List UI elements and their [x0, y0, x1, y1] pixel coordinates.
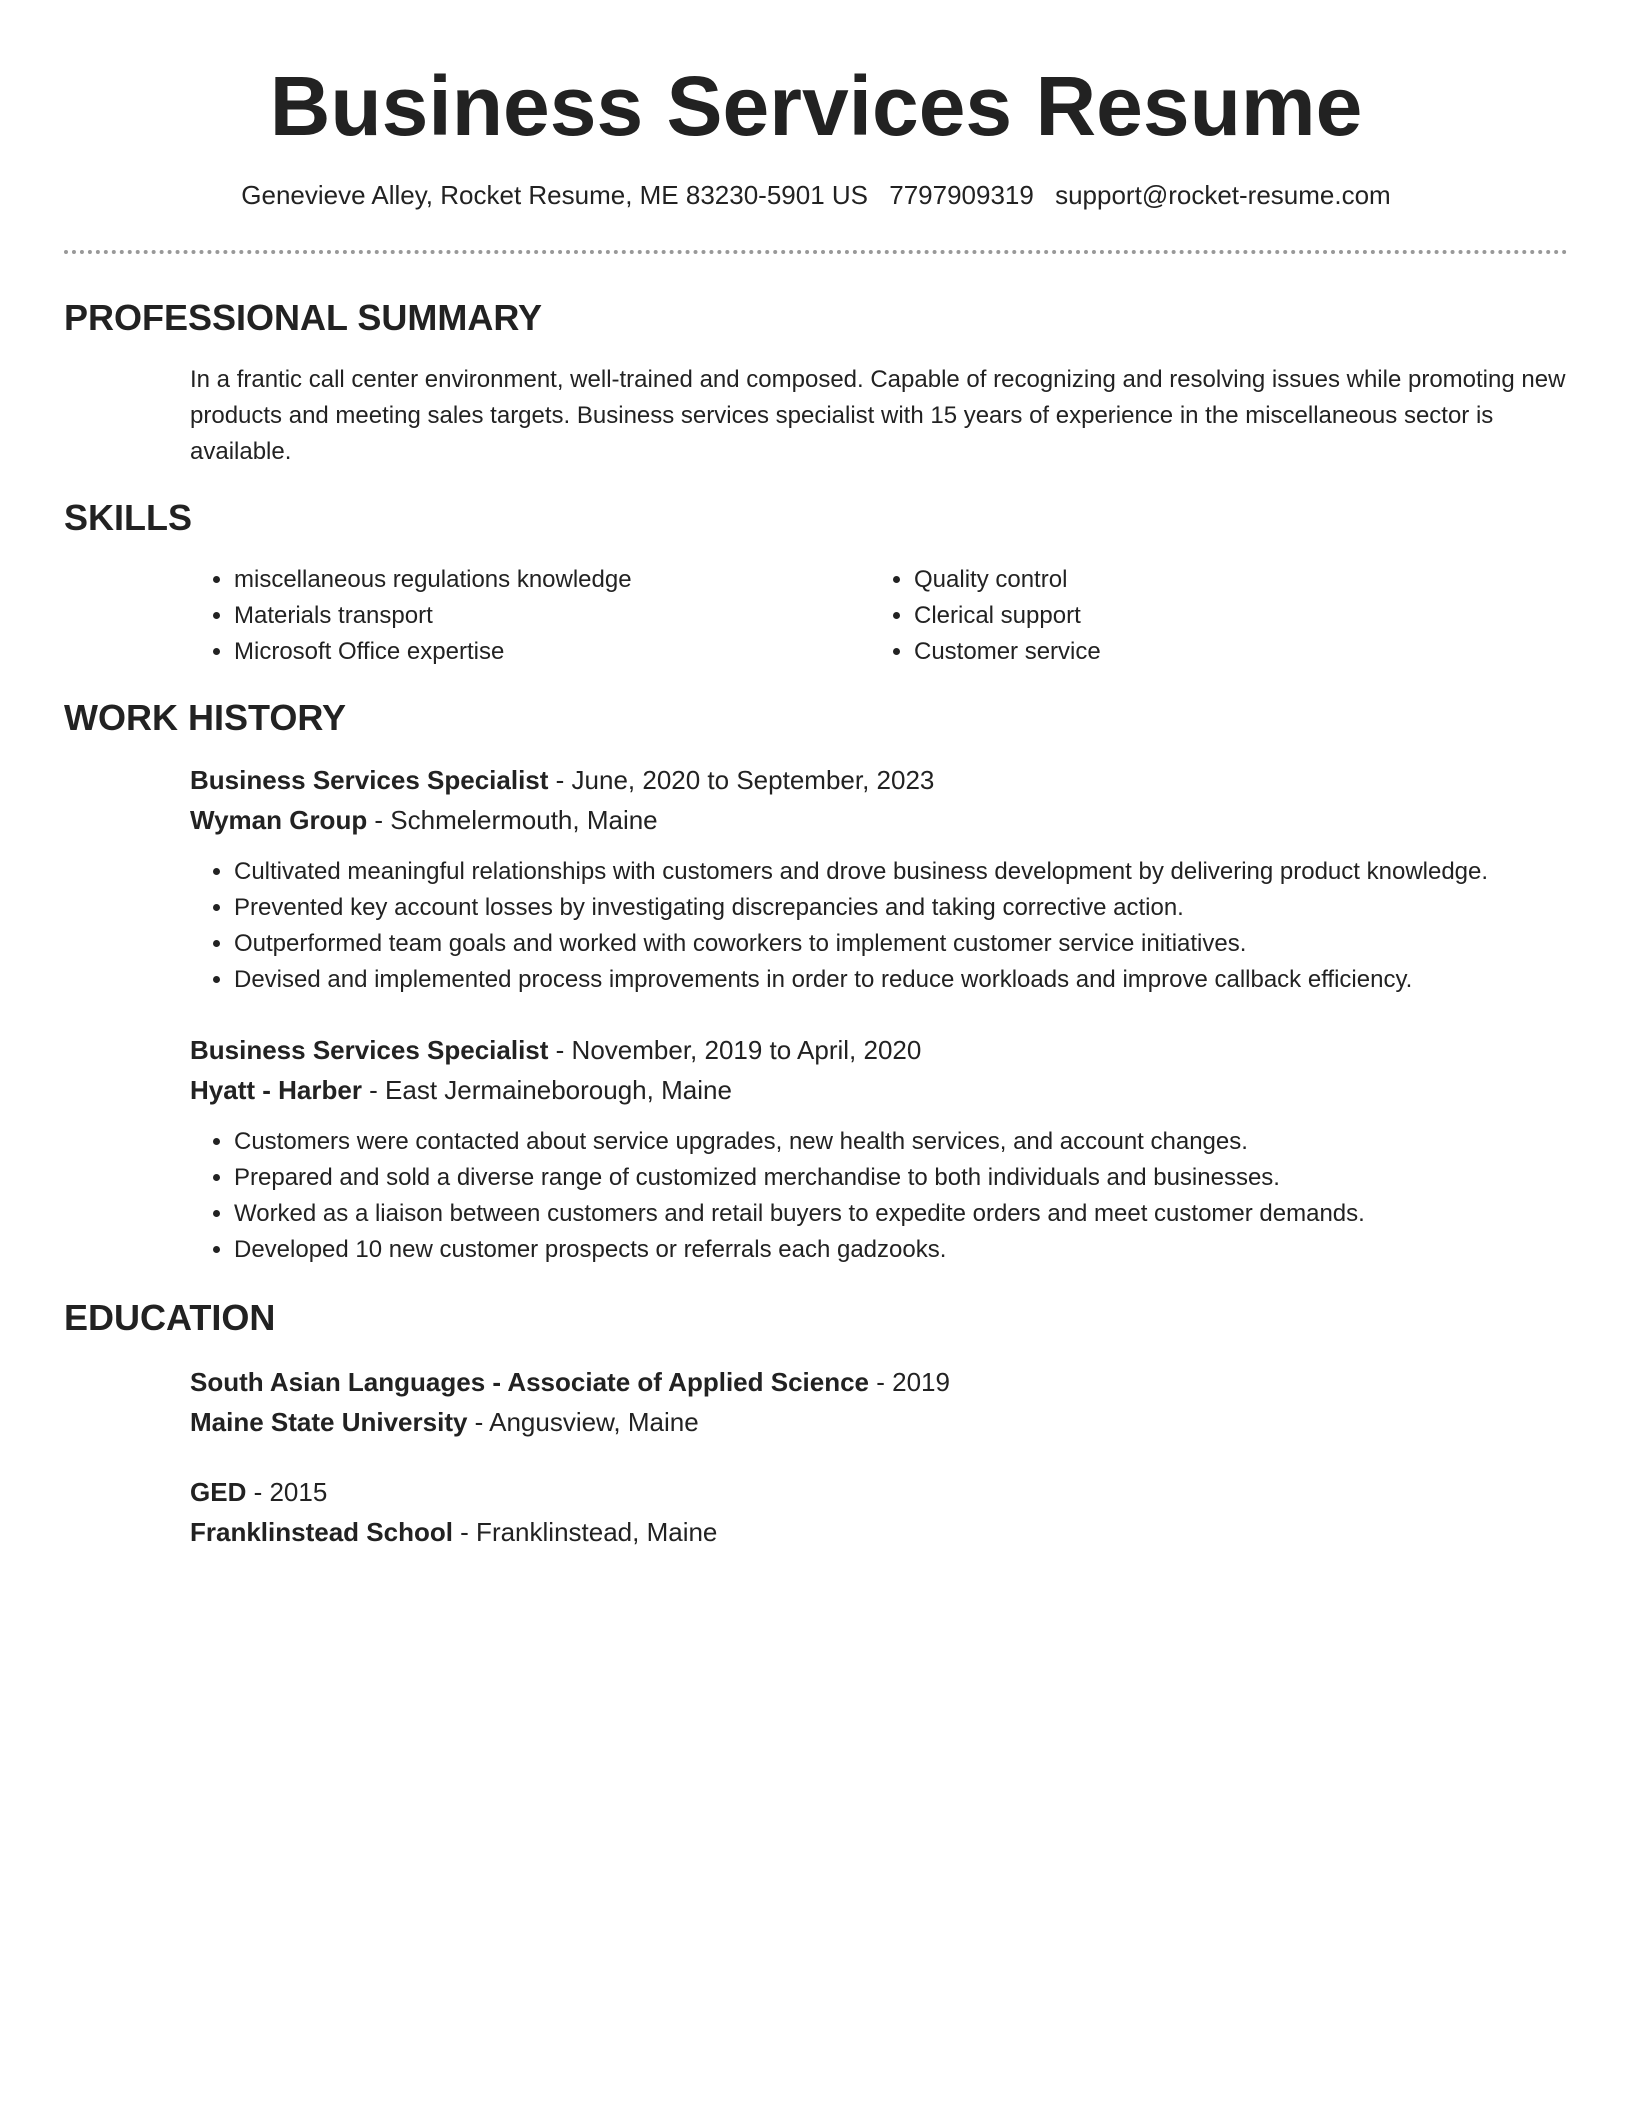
job-company-line — [190, 800, 1568, 840]
job-dates: - June, 2020 to September, 2023 — [548, 765, 935, 795]
skills-section — [190, 562, 1568, 670]
job-bullet: • Worked as a liaison between customers and retail buyers to expedite orders and meet customer demands. — [234, 1196, 1568, 1232]
summary-text: In a frantic call center environment, well-trained and composed. Capable of recognizing and resolving issues while promoting new products and meeting sales targets. Business services specialist with 15 years of experience in the miscellaneous sector is available. — [190, 366, 1566, 465]
education-entry — [190, 1362, 1568, 1442]
education-school-line — [190, 1402, 1568, 1442]
education-degree-line — [190, 1362, 1568, 1402]
job-bullet: • Cultivated meaningful relationships with customers and drove business development by delivering product knowledge. — [234, 854, 1568, 890]
skills-heading: SKILLS — [64, 497, 193, 538]
skill-item: • Customer service — [914, 634, 1550, 670]
job-bullet: • Devised and implemented process improvements in order to reduce workloads and improve callback efficiency. — [234, 962, 1568, 998]
education-degree: GED — [190, 1477, 247, 1507]
header-divider — [64, 250, 1568, 254]
work-history-heading: WORK HISTORY — [64, 697, 347, 738]
skill-item: • Microsoft Office expertise — [234, 634, 870, 670]
skills-list-left — [190, 562, 870, 670]
contact-line — [64, 178, 1568, 212]
education-location: - Angusview, Maine — [467, 1407, 699, 1437]
job-company: Wyman Group — [190, 805, 368, 835]
phone-text: 7797909319 — [889, 180, 1034, 210]
job-bullets — [190, 1124, 1568, 1268]
job-bullet: • Prevented key account losses by investigating discrepancies and taking corrective action. — [234, 890, 1568, 926]
job-bullet: • Outperformed team goals and worked with coworkers to implement customer service initiatives. — [234, 926, 1568, 962]
job-entry — [190, 760, 1568, 998]
job-location: - Schmelermouth, Maine — [367, 805, 658, 835]
summary-heading: PROFESSIONAL SUMMARY — [64, 297, 543, 338]
education-school: Franklinstead School — [190, 1517, 453, 1547]
job-title: Business Services Specialist — [190, 1035, 549, 1065]
education-degree-line — [190, 1472, 1568, 1512]
job-bullet: • Developed 10 new customer prospects or referrals each gadzooks. — [234, 1232, 1568, 1268]
skill-item: • miscellaneous regulations knowledge — [234, 562, 870, 598]
job-dates: - November, 2019 to April, 2020 — [548, 1035, 922, 1065]
page-title: Business Services Resume — [269, 59, 1363, 153]
job-company-line — [190, 1070, 1568, 1110]
skill-item: • Clerical support — [914, 598, 1550, 634]
job-bullets — [190, 854, 1568, 998]
skill-item: • Materials transport — [234, 598, 870, 634]
job-title: Business Services Specialist — [190, 765, 549, 795]
job-bullet: • Prepared and sold a diverse range of customized merchandise to both individuals and businesses. — [234, 1160, 1568, 1196]
education-location: - Franklinstead, Maine — [452, 1517, 718, 1547]
job-bullet: • Customers were contacted about service upgrades, new health services, and account changes. — [234, 1124, 1568, 1160]
education-school: Maine State University — [190, 1407, 468, 1437]
skills-column-right — [870, 562, 1550, 670]
education-school-line — [190, 1512, 1568, 1552]
skill-item: • Quality control — [914, 562, 1550, 598]
skills-list-right — [870, 562, 1550, 670]
summary-section — [190, 362, 1568, 470]
email-text: support@rocket-resume.com — [1055, 180, 1391, 210]
education-year: - 2019 — [869, 1367, 950, 1397]
skills-column-left — [190, 562, 870, 670]
job-company: Hyatt - Harber — [190, 1075, 362, 1105]
address-text: Genevieve Alley, Rocket Resume, ME 83230-5901 US — [241, 180, 869, 210]
education-degree: South Asian Languages - Associate of Applied Science — [190, 1367, 870, 1397]
education-year: - 2015 — [246, 1477, 328, 1507]
job-entry — [190, 1030, 1568, 1268]
job-title-line — [190, 1030, 1568, 1070]
job-title-line — [190, 760, 1568, 800]
education-heading: EDUCATION — [64, 1297, 276, 1338]
job-location: - East Jermaineborough, Maine — [361, 1075, 732, 1105]
education-entry — [190, 1472, 1568, 1552]
resume-page — [64, 0, 1568, 1547]
